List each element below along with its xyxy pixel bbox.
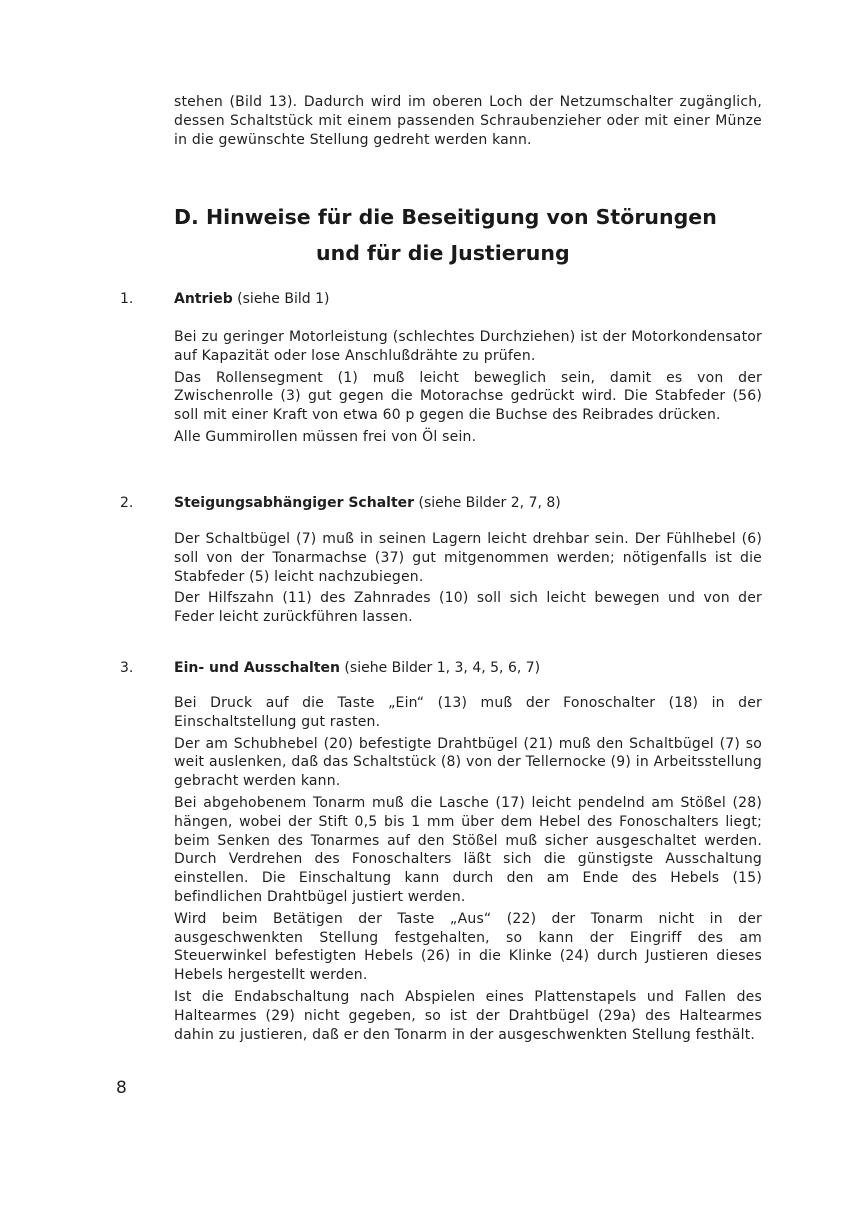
section-3-body — [174, 694, 762, 1047]
section-2-body — [174, 530, 762, 630]
section-3-title-text: Ein- und Ausschalten — [174, 660, 340, 676]
section-3-paragraph: Wird beim Betätigen der Taste „Aus“ (22) der Tonarm nicht in der ausgeschwenkten Stellung festgehalten, so kann der Eingriff des am Steuerwinkel befestigten Hebels (26) in die Klinke (24) durch Justieren dieses Hebels hergestellt werden. — [174, 910, 762, 984]
section-heading — [174, 199, 762, 271]
page-number: 8 — [116, 1078, 127, 1098]
section-1-number: 1. — [120, 291, 134, 307]
section-2-title-text: Steigungsabhängiger Schalter — [174, 495, 415, 511]
section-1-title-ref: (siehe Bild 1) — [232, 291, 330, 307]
section-1-paragraph: Bei zu geringer Motorleistung (schlechtes Durchziehen) ist der Motorkondensator auf Kapazität oder lose Anschlußdrähte zu prüfen. — [174, 329, 762, 364]
section-3-paragraph: Bei abgehobenem Tonarm muß die Lasche (17) leicht pendelnd am Stößel (28) hängen, wobei der Stift 0,5 bis 1 mm über dem Hebel des Fonoschalters liegt; beim Senken des Tonarmes auf den Stößel muß sicher ausgeschaltet werden. Durch Verdrehen des Fonoschalters läßt sich die günstigste Ausschaltung einstellen. Die Einschaltung kann durch den am Ende des Hebels (15) befindlichen Drahtbügel justiert werden. — [174, 794, 762, 905]
section-1-paragraph: Das Rollensegment (1) muß leicht beweglich sein, damit es von der Zwischenrolle (3) gut gegen die Motorachse gedrückt wird. Die Stabfeder (56) soll mit einer Kraft von etwa 60 p gegen die Buchse des Reibrades drücken. — [174, 369, 762, 424]
section-2-title-ref: (siehe Bilder 2, 7, 8) — [414, 495, 561, 511]
section-1-paragraph: Alle Gummirollen müssen frei von Öl sein. — [174, 428, 477, 445]
section-3-paragraph: Bei Druck auf die Taste „Ein“ (13) muß der Fonoschalter (18) in der Einschaltstellung gut rasten. — [174, 695, 762, 730]
section-3-title — [174, 659, 540, 678]
heading-line-1: D. Hinweise für die Beseitigung von Störungen — [174, 205, 717, 229]
section-2-title — [174, 494, 561, 513]
section-2-number: 2. — [120, 495, 134, 511]
section-3-paragraph: Ist die Endabschaltung nach Abspielen eines Plattenstapels und Fallen des Haltearmes (29) nicht gegeben, so ist der Drahtbügel (29a) des Haltearmes dahin zu justieren, daß er den Tonarm in der ausgeschwenkten Stellung festhält. — [174, 988, 762, 1043]
section-2-paragraph: Der Hilfszahn (11) des Zahnrades (10) soll sich leicht bewegen und von der Feder leicht zurückführen lassen. — [174, 590, 762, 626]
section-1-title-text: Antrieb — [174, 291, 233, 307]
section-3-paragraph: Der am Schubhebel (20) befestigte Drahtbügel (21) muß den Schaltbügel (7) so weit auslenken, daß das Schaltstück (8) von der Tellernocke (9) in Arbeitsstellung gebracht werden kann. — [174, 735, 762, 790]
section-2-paragraph: Der Schaltbügel (7) muß in seinen Lagern leicht drehbar sein. Der Fühlhebel (6) soll von der Tonarmachse (37) gut mitgenommen werden; nötigenfalls ist die Stabfeder (5) leicht nachzubiegen. — [174, 531, 762, 585]
intro-paragraph: stehen (Bild 13). Dadurch wird im oberen Loch der Netzumschalter zugänglich, dessen Schaltstück mit einem passenden Schraubenzieher oder mit einer Münze in die gewünschte Stellung gedreht werden kann. — [174, 94, 762, 148]
heading-line-2: und für die Justierung — [316, 241, 570, 265]
section-3-title-ref: (siehe Bilder 1, 3, 4, 5, 6, 7) — [339, 660, 541, 676]
section-1-body — [174, 328, 762, 450]
section-1-title — [174, 290, 329, 309]
section-3-number: 3. — [120, 660, 134, 676]
